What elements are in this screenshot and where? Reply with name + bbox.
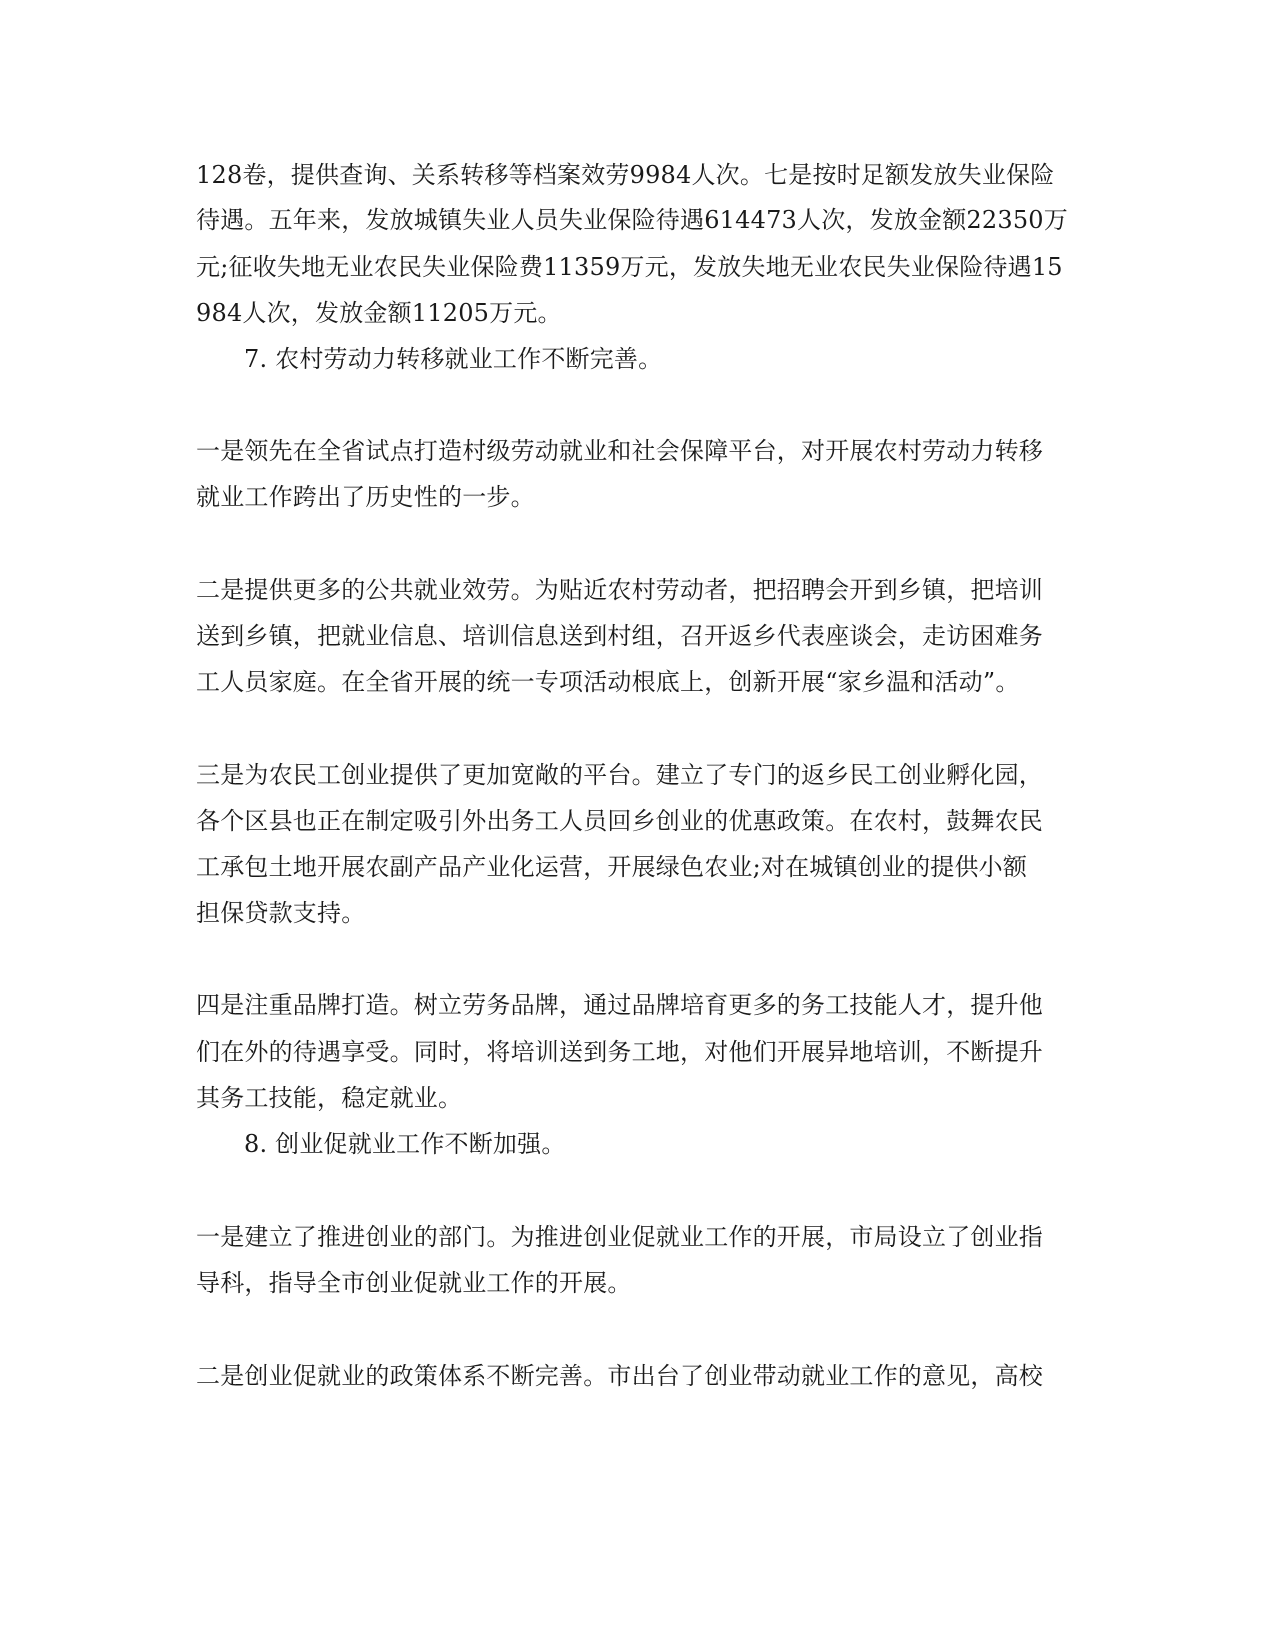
text-line-17: 其务工技能，稳定就业。 <box>196 1084 463 1112</box>
text-line-9: 送到乡镇，把就业信息、培训信息送到村组，召开返乡代表座谈会，走访困难务 <box>196 622 1043 650</box>
text-line-10: 工人员家庭。在全省开展的统一专项活动根底上，创新开展“家乡温和活动”。 <box>196 668 1020 696</box>
section-heading-7: 7. 农村劳动力转移就业工作不断完善。 <box>244 345 663 373</box>
text-line-7: 就业工作跨出了历史性的一步。 <box>196 483 535 511</box>
section-heading-8: 8. 创业促就业工作不断加强。 <box>244 1130 566 1158</box>
text-line-4: 984人次，发放金额11205万元。 <box>196 299 562 327</box>
text-line-1: 128卷，提供查询、关系转移等档案效劳9984人次。七是按时足额发放失业保险 <box>196 161 1055 189</box>
text-line-21: 二是创业促就业的政策体系不断完善。市出台了创业带动就业工作的意见，高校 <box>196 1362 1043 1390</box>
text-line-16: 们在外的待遇享受。同时，将培训送到务工地，对他们开展异地培训，不断提升 <box>196 1038 1043 1066</box>
text-line-20: 导科，指导全市创业促就业工作的开展。 <box>196 1269 632 1297</box>
text-line-8: 二是提供更多的公共就业效劳。为贴近农村劳动者，把招聘会开到乡镇，把培训 <box>196 576 1043 604</box>
text-line-15: 四是注重品牌打造。树立劳务品牌，通过品牌培育更多的务工技能人才，提升他 <box>196 991 1043 1019</box>
text-line-12: 各个区县也正在制定吸引外出务工人员回乡创业的优惠政策。在农村，鼓舞农民 <box>196 807 1043 835</box>
text-line-2: 待遇。五年来，发放城镇失业人员失业保险待遇614473人次，发放金额22350万 <box>196 206 1068 234</box>
text-line-11: 三是为农民工创业提供了更加宽敞的平台。建立了专门的返乡民工创业孵化园， <box>196 761 1043 789</box>
text-line-3: 元;征收失地无业农民失业保险费11359万元，发放失地无业农民失业保险待遇15 <box>196 253 1063 281</box>
text-line-6: 一是领先在全省试点打造村级劳动就业和社会保障平台，对开展农村劳动力转移 <box>196 437 1043 465</box>
text-line-19: 一是建立了推进创业的部门。为推进创业促就业工作的开展，市局设立了创业指 <box>196 1223 1043 1251</box>
text-line-14: 担保贷款支持。 <box>196 899 366 927</box>
text-line-13: 工承包土地开展农副产品产业化运营，开展绿色农业;对在城镇创业的提供小额 <box>196 853 1028 881</box>
